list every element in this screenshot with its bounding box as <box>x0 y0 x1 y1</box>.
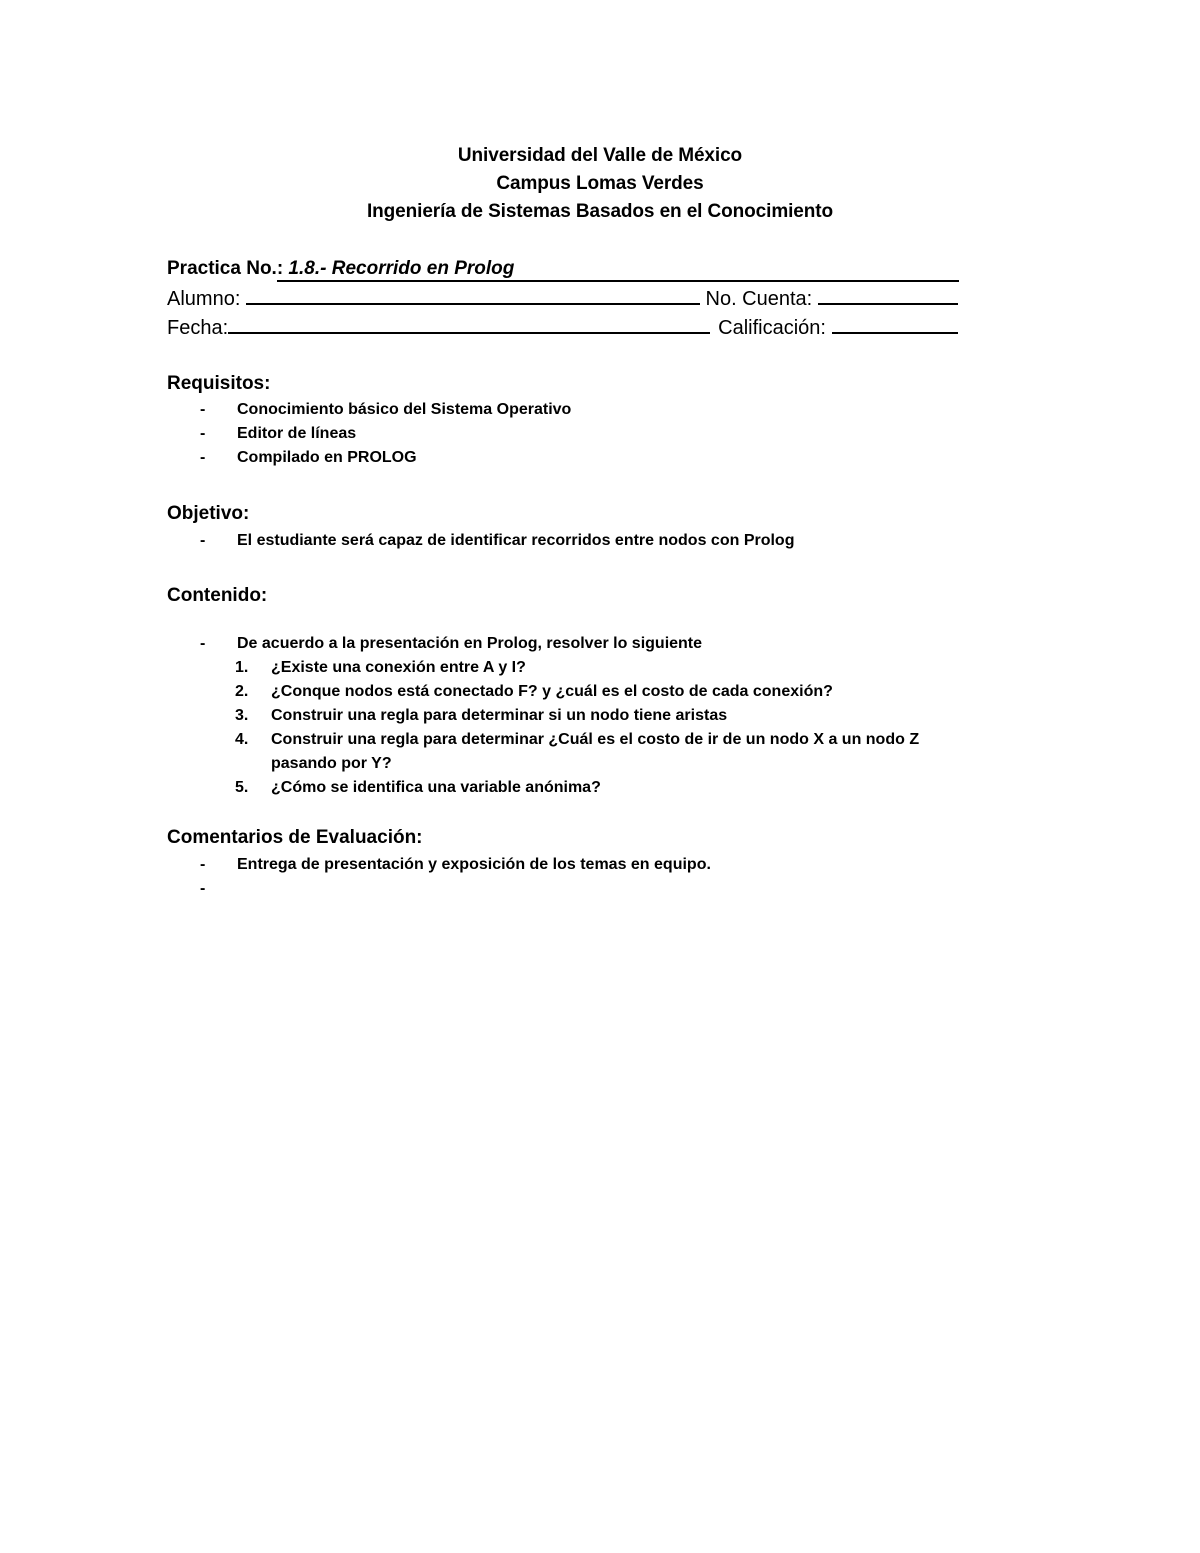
contenido-title: Contenido: <box>167 585 268 606</box>
course-name: Ingeniería de Sistemas Basados en el Conocimiento <box>366 201 834 222</box>
alumno-line <box>167 285 958 312</box>
comentarios-title: Comentarios de Evaluación: <box>167 827 423 848</box>
alumno-label: Alumno: <box>167 288 241 310</box>
university-name: Universidad del Valle de México <box>457 145 743 166</box>
list-item: 4. Construir una regla para determinar ¿Cuál es el costo de ir de un nodo X a un nodo Z <box>235 731 920 748</box>
fecha-label: Fecha: <box>167 317 229 339</box>
objetivo-list <box>200 529 794 553</box>
fecha-field[interactable] <box>228 314 710 334</box>
list-item: - De acuerdo a la presentación en Prolog, resolver lo siguiente <box>200 635 703 652</box>
requisitos-list <box>200 398 571 470</box>
calificacion-field[interactable] <box>832 314 958 334</box>
contenido-steps <box>200 656 919 800</box>
practica-value: 1.8.- Recorrido en Prolog <box>283 258 515 279</box>
practica-colon: : <box>276 258 284 279</box>
practica-value-field <box>277 258 959 282</box>
document-header <box>0 142 1200 226</box>
list-item: 3. Construir una regla para determinar si un nodo tiene aristas <box>235 707 728 724</box>
objetivo-title: Objetivo: <box>167 503 250 524</box>
calificacion-label: Calificación: <box>718 317 826 339</box>
list-item: - Editor de líneas <box>200 425 357 442</box>
list-item: - Conocimiento básico del Sistema Operativo <box>200 401 572 418</box>
cuenta-field[interactable] <box>818 285 958 305</box>
list-item: - El estudiante será capaz de identificar recorridos entre nodos con Prolog <box>200 532 795 549</box>
cuenta-label: No. Cuenta: <box>705 288 813 310</box>
requisitos-title: Requisitos: <box>167 373 271 394</box>
comentarios-list <box>200 853 711 901</box>
contenido-list <box>200 632 702 656</box>
campus-name: Campus Lomas Verdes <box>496 173 704 194</box>
fecha-line <box>167 314 958 341</box>
list-item: pasando por Y? <box>271 755 392 772</box>
list-item: - <box>200 880 206 897</box>
list-item: - Compilado en PROLOG <box>200 449 417 466</box>
list-item: 2. ¿Conque nodos está conectado F? y ¿cuál es el costo de cada conexión? <box>235 683 833 700</box>
practica-label: Practica No. <box>167 258 277 279</box>
list-item: - Entrega de presentación y exposición de los temas en equipo. <box>200 856 711 873</box>
list-item: 5. ¿Cómo se identifica una variable anónima? <box>235 779 601 796</box>
list-item: 1. ¿Existe una conexión entre A y I? <box>235 659 526 676</box>
alumno-field[interactable] <box>246 285 700 305</box>
practica-line <box>167 256 959 282</box>
